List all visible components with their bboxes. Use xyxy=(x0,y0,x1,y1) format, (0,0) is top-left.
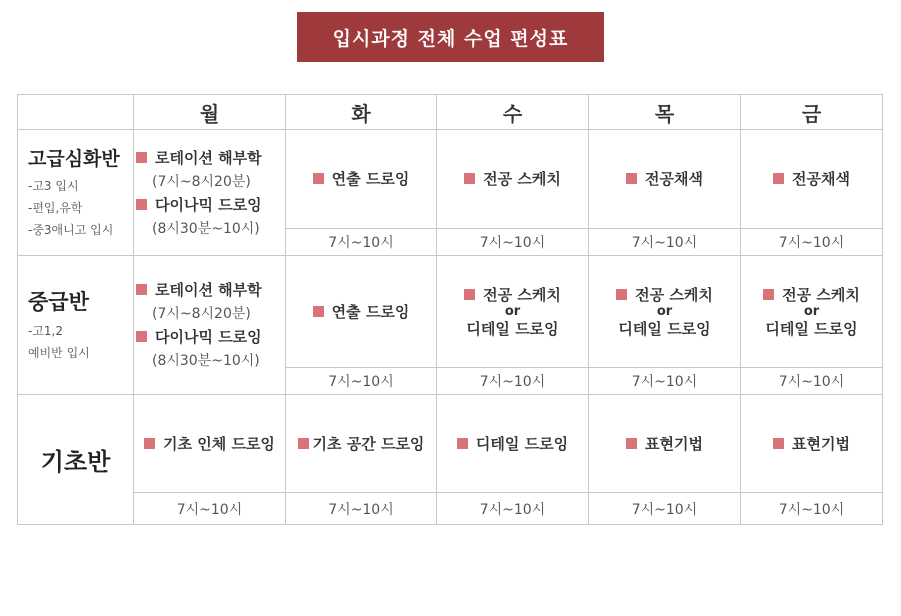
time-label: 7시~10시 xyxy=(437,229,589,256)
time-label: 7시~10시 xyxy=(741,493,883,525)
day-header-mon: 월 xyxy=(134,95,286,130)
course-label: 연출 드로잉 xyxy=(331,302,410,321)
time-label: (8시30분~10시) xyxy=(152,353,260,369)
level-note: -편입,유학 xyxy=(28,201,83,215)
header-row xyxy=(18,95,883,130)
basic-time-row xyxy=(18,493,883,525)
level-note: -고1,2 xyxy=(28,324,64,338)
day-header-thu: 목 xyxy=(589,95,741,130)
bullet-square-icon xyxy=(313,306,324,317)
course-label: 전공채색 xyxy=(792,170,850,188)
basic-wed-course xyxy=(437,395,589,493)
basic-thu-course xyxy=(589,395,741,493)
course-label: 기초 인체 드로잉 xyxy=(163,434,275,453)
bullet-square-icon xyxy=(464,289,475,300)
course-label: 전공 스케치 xyxy=(782,285,860,304)
course-label: 로테이션 해부학 xyxy=(155,281,262,299)
intermediate-thu-course xyxy=(589,256,741,368)
intermediate-fri-course xyxy=(741,256,883,368)
bullet-square-icon xyxy=(136,331,147,342)
time-label: 7시~10시 xyxy=(741,368,883,395)
course-label: 디테일 드로잉 xyxy=(765,319,858,338)
bullet-square-icon xyxy=(144,438,155,449)
corner-cell xyxy=(18,95,134,130)
intermediate-row xyxy=(18,256,883,368)
time-label: 7시~10시 xyxy=(437,368,589,395)
course-label: 전공 스케치 xyxy=(483,170,561,188)
level-basic xyxy=(18,395,134,525)
course-label: 디테일 드로잉 xyxy=(618,319,711,338)
time-label: 7시~10시 xyxy=(589,493,741,525)
day-header-wed: 수 xyxy=(437,95,589,130)
course-label: 다이나믹 드로잉 xyxy=(155,195,262,214)
level-name: 중급반 xyxy=(28,290,89,314)
schedule-table xyxy=(17,94,883,525)
bullet-square-icon xyxy=(773,438,784,449)
intermediate-wed-course xyxy=(437,256,589,368)
or-label: or xyxy=(504,303,521,319)
bullet-square-icon xyxy=(626,173,637,184)
level-advanced xyxy=(18,130,134,256)
bullet-square-icon xyxy=(763,289,774,300)
course-label: 연출 드로잉 xyxy=(331,170,410,188)
basic-mon-course xyxy=(134,395,286,493)
time-label: 7시~10시 xyxy=(589,229,741,256)
course-label: 표현기법 xyxy=(645,434,703,453)
level-note: -중3애니고 입시 xyxy=(28,223,114,237)
bullet-square-icon xyxy=(136,152,147,163)
advanced-wed-course xyxy=(437,130,589,229)
intermediate-tue-course xyxy=(286,256,437,368)
time-label: 7시~10시 xyxy=(286,368,437,395)
level-name: 기초반 xyxy=(40,448,111,476)
bullet-square-icon xyxy=(457,438,468,449)
time-label: 7시~10시 xyxy=(286,493,437,525)
basic-fri-course xyxy=(741,395,883,493)
course-label: 표현기법 xyxy=(792,434,850,453)
bullet-square-icon xyxy=(313,173,324,184)
course-label: 전공채색 xyxy=(645,170,703,188)
time-label: 7시~10시 xyxy=(437,493,589,525)
day-header-tue: 화 xyxy=(286,95,437,130)
time-label: 7시~10시 xyxy=(589,368,741,395)
day-header-fri: 금 xyxy=(741,95,883,130)
advanced-thu-course xyxy=(589,130,741,229)
bullet-square-icon xyxy=(136,199,147,210)
time-label: (8시30분~10시) xyxy=(152,220,260,237)
advanced-mon-cell xyxy=(134,130,286,256)
level-name: 고급심화반 xyxy=(28,148,120,170)
basic-row xyxy=(18,395,883,493)
basic-tue-course xyxy=(286,395,437,493)
course-label: 전공 스케치 xyxy=(635,285,713,304)
bullet-square-icon xyxy=(136,284,147,295)
level-note: -고3 입시 xyxy=(28,179,79,193)
bullet-square-icon xyxy=(298,438,309,449)
advanced-row xyxy=(18,130,883,229)
advanced-tue-course xyxy=(286,130,437,229)
time-label: (7시~8시20분) xyxy=(152,306,251,322)
course-label: 로테이션 해부학 xyxy=(155,148,262,167)
or-label: or xyxy=(656,303,673,319)
time-label: (7시~8시20분) xyxy=(152,173,251,190)
page-title: 입시과정 전체 수업 편성표 xyxy=(297,12,604,62)
course-label: 다이나믹 드로잉 xyxy=(155,328,262,346)
time-label: 7시~10시 xyxy=(741,229,883,256)
bullet-square-icon xyxy=(773,173,784,184)
level-intermediate xyxy=(18,256,134,395)
advanced-fri-course xyxy=(741,130,883,229)
course-label: 전공 스케치 xyxy=(483,285,561,304)
intermediate-mon-cell xyxy=(134,256,286,395)
bullet-square-icon xyxy=(616,289,627,300)
level-note: 예비반 입시 xyxy=(28,346,90,360)
bullet-square-icon xyxy=(626,438,637,449)
time-label: 7시~10시 xyxy=(286,229,437,256)
or-label: or xyxy=(803,303,820,319)
course-label: 기초 공간 드로잉 xyxy=(312,434,425,453)
course-label: 디테일 드로잉 xyxy=(475,434,569,453)
time-label: 7시~10시 xyxy=(134,493,286,525)
bullet-square-icon xyxy=(464,173,475,184)
course-label: 디테일 드로잉 xyxy=(466,319,559,338)
